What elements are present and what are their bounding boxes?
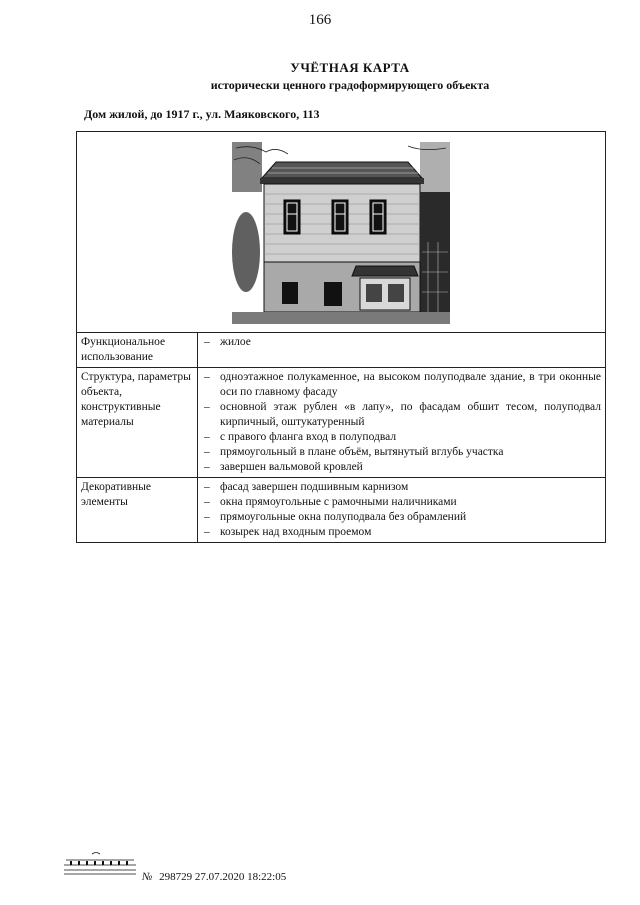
row-values (198, 478, 606, 543)
doc-date: 27.07.2020 (194, 871, 245, 883)
object-name: Дом жилой, до 1917 г., ул. Маяковского, 113 (84, 107, 320, 121)
row-label: Функциональное использование (77, 333, 198, 368)
number-sign: № (142, 871, 153, 883)
doc-time: 18:22:05 (247, 871, 287, 883)
table-row-decorative (77, 478, 606, 543)
list-item: – завершен вальмовой кровлей (202, 460, 601, 475)
row-label: Структура, параметры объекта, конструктивные материалы (77, 368, 198, 478)
table-row-structure (77, 368, 606, 478)
photo-row (77, 132, 606, 333)
list-item: – козырек над входным проемом (202, 525, 601, 540)
document-subtitle: исторически ценного градоформирующего объекта (210, 78, 490, 92)
table-row-function (77, 333, 606, 368)
list-item: – прямоугольные окна полуподвала без обрамлений (202, 510, 601, 525)
doc-number: 298729 (159, 871, 193, 883)
photo-cell (77, 132, 606, 333)
list-item: – окна прямоугольные с рамочными наличниками (202, 495, 601, 510)
row-label: Декоративные элементы (77, 478, 198, 543)
registry-stamp-logo (62, 852, 138, 876)
list-item: – жилое (202, 335, 601, 350)
list-item: – фасад завершен подшивным карнизом (202, 480, 601, 495)
document-title: УЧЁТНАЯ КАРТА (290, 60, 410, 75)
page-number: 166 (308, 12, 332, 28)
building-photo (232, 142, 450, 324)
list-item: – основной этаж рублен «в лапу», по фасадам обшит тесом, полуподвал кирпичный, оштукатуренный (202, 400, 601, 430)
list-item: – прямоугольный в плане объём, вытянутый вглубь участка (202, 445, 601, 460)
row-values (198, 333, 606, 368)
document-registration-line (142, 871, 286, 883)
registration-card-table (76, 131, 606, 543)
list-item: – одноэтажное полукаменное, на высоком полуподвале здание, в три оконные оси по главному фасаду (202, 370, 601, 400)
list-item: – с правого фланга вход в полуподвал (202, 430, 601, 445)
row-values (198, 368, 606, 478)
